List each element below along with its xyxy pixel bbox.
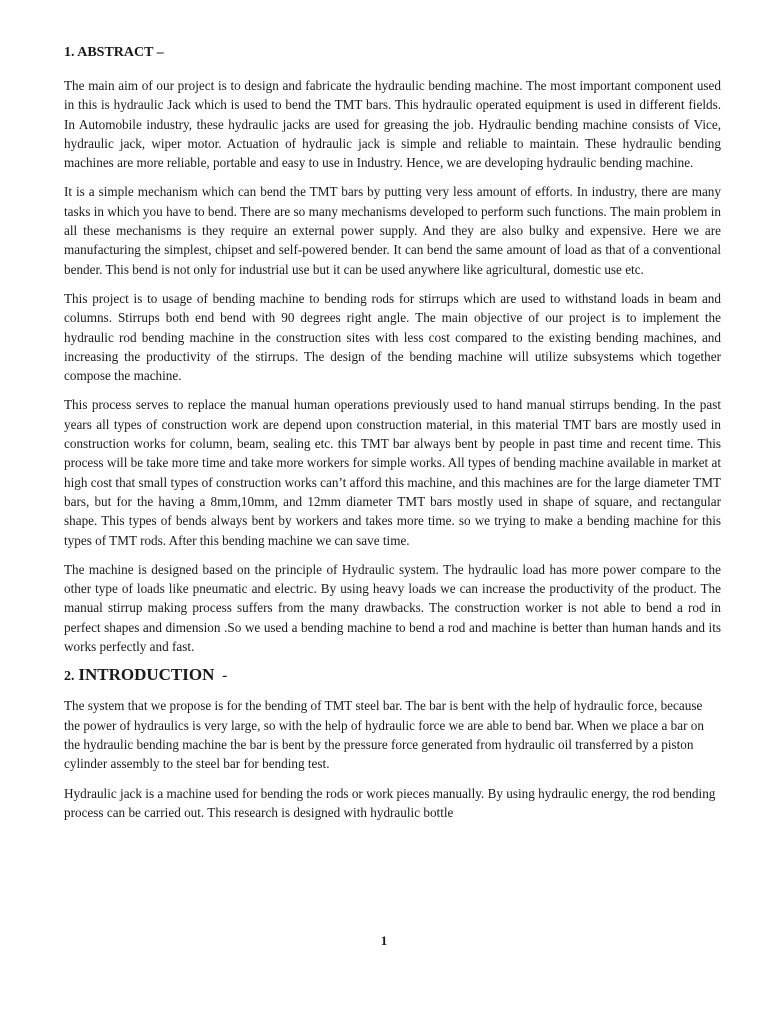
abstract-paragraph-4: This process serves to replace the manual human operations previously used to hand manual stirrups bending. In the past years all types of construction work are depend upon construction material, in this material TMT bars are mostly used in construction works for column, beam, sealing etc. this TMT bar always bent by people in past time and recent time. This process will be take more time and take more workers for simple works. All types of bending machine available in market at high cost that small types of construction works can’t afford this machine, and this machines are for the large diameter TMT bars, but for the having a 8mm,10mm, and 12mm diameter TMT bars mostly used in shape of square, and rectangular shape. This types of bends always bent by workers and takes more time. so we trying to make a bending machine for this types of TMT rods. After this bending machine we can save time.	[64, 397, 721, 548]
introduction-paragraph-2: Hydraulic jack is a machine used for bending the rods or work pieces manually. By using hydraulic energy, the rod bending process can be carried out. This research is designed with hydraulic bottle	[64, 785, 716, 820]
section-number: 1.	[64, 45, 75, 60]
document-page	[64, 44, 721, 832]
abstract-paragraph-1: The main aim of our project is to design and fabricate the hydraulic bending machine. The most important component used in this is hydraulic Jack which is used to bend the TMT bars. This hydraulic operated equipment is used in different fields. In Automobile industry, these hydraulic jacks are used for greasing the job. Hydraulic bending machine consists of Vice, hydraulic jack, wiper motor. Actuation of hydraulic jack is simple and reliable to maintain. These hydraulic bending machines are more reliable, portable and easy to use in Industry. Hence, we are developing hydraulic bending machine.	[64, 78, 721, 171]
section-heading-introduction	[64, 666, 721, 686]
introduction-paragraph-1: The system that we propose is for the bending of TMT steel bar. The bar is bent with the help of hydraulic force, because the power of hydraulics is very large, so with the help of hydraulic force we are able to bend bar. When we place a bar on the hydraulic bending machine the bar is bent by the pressure force generated from hydraulic oil transferred by a piston cylinder assembly to the steel bar for bending test.	[64, 698, 704, 772]
section-title: INTRODUCTION	[78, 665, 215, 685]
page-number: 1	[380, 933, 388, 948]
section-heading-abstract	[64, 44, 721, 62]
section-number: 2.	[64, 669, 75, 685]
section-title: ABSTRACT	[77, 45, 154, 60]
section-suffix: –	[156, 45, 164, 60]
abstract-paragraph-5: The machine is designed based on the principle of Hydraulic system. The hydraulic load has more power compare to the other type of loads like pneumatic and electric. By using heavy loads we can increase the productivity of the product. The manual stirrup making process suffers from the many drawbacks. The construction worker is not able to bend a rod in perfect shapes and dimension .So we used a bending machine to bend a rod and machine is better than human hands and its works perfectly and fast.	[64, 561, 721, 655]
abstract-paragraph-2: It is a simple mechanism which can bend the TMT bars by putting very less amount of efforts. In industry, there are many tasks in which you have to bend. There are so many mechanisms developed to perform such functions. The main problem in all these mechanisms is they require an external power supply. And they are also bulky and expensive. Here we are manufacturing the simplest, chipset and self-powered bender. It can bend the same amount of load as that of a conventional bender. This bend is not only for industrial use but it can be used anywhere like agricultural, domestic use etc.	[64, 184, 721, 277]
section-suffix: -	[222, 667, 228, 685]
abstract-paragraph-3: This project is to usage of bending machine to bending rods for stirrups which are used to withstand loads in beam and columns. Stirrups both end bend with 90 degrees right angle. The main objective of our project is to implement the hydraulic rod bending machine in the construction sites with less cost compared to the existing bending machines, and increasing the productivity of the stirrups. The design of the bending machine will utilize subsystems which together compose the machine.	[64, 290, 721, 384]
